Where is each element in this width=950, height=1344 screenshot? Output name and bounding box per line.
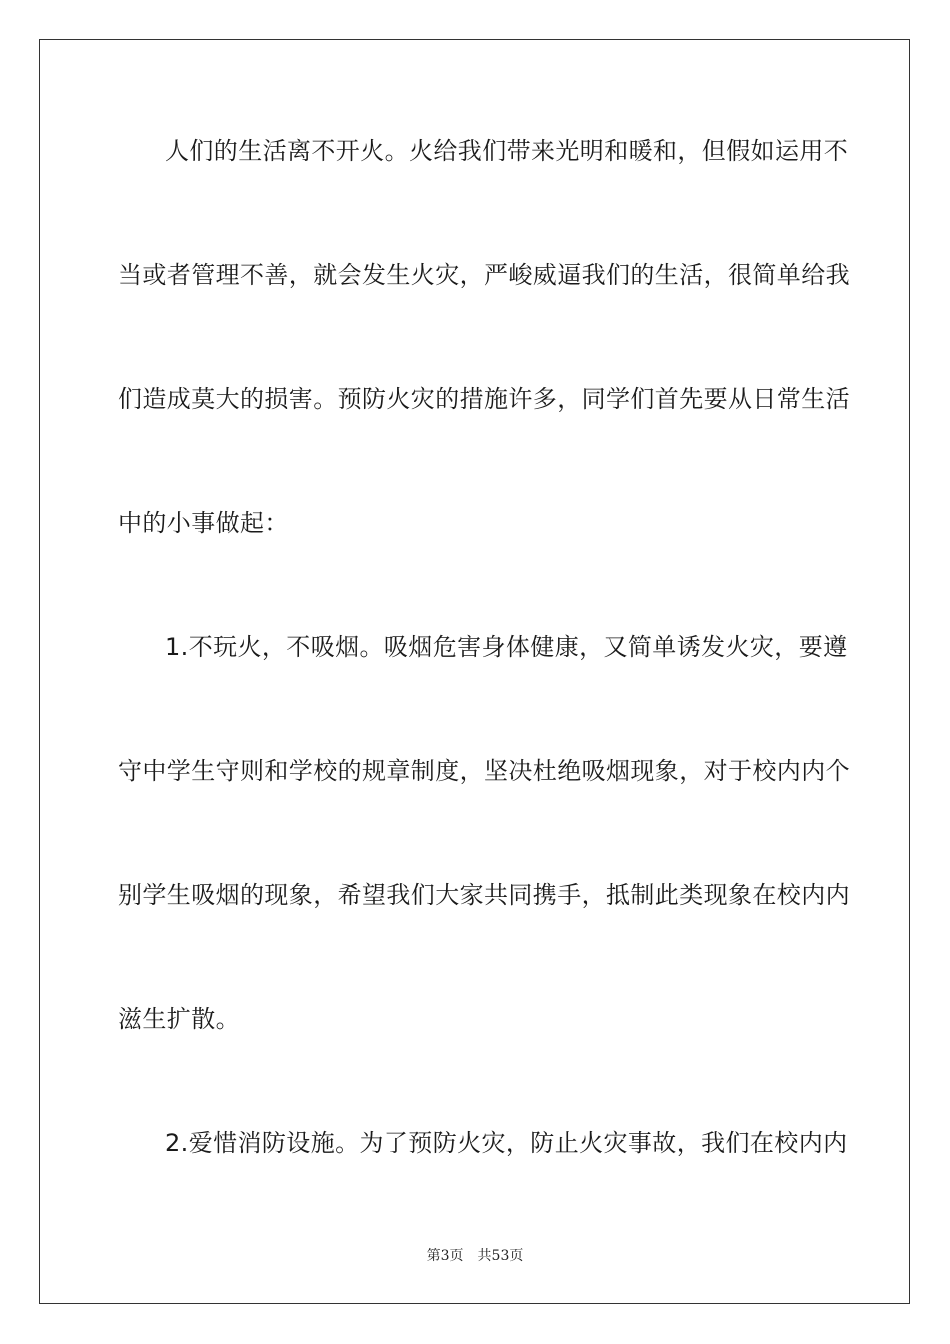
paragraph-3-line-1: 2.爱惜消防设施。为了预防火灾，防止火灾事故，我们在校内内 bbox=[165, 1129, 848, 1157]
paragraph-1-line-3: 们造成莫大的损害。预防火灾的措施许多，同学们首先要从日常生活 bbox=[118, 385, 850, 413]
page-border bbox=[39, 39, 910, 1304]
paragraph-2-line-1: 1.不玩火，不吸烟。吸烟危害身体健康，又简单诱发火灾，要遵 bbox=[165, 633, 848, 661]
page-number: 第3页 bbox=[426, 1248, 464, 1264]
total-pages: 共53页 bbox=[477, 1248, 524, 1264]
paragraph-1-line-1: 人们的生活离不开火。火给我们带来光明和暖和，但假如运用不 bbox=[165, 137, 849, 165]
paragraph-1-line-4: 中的小事做起： bbox=[118, 509, 289, 537]
paragraph-1-line-2: 当或者管理不善，就会发生火灾，严峻威逼我们的生活，很简单给我 bbox=[118, 261, 850, 289]
page-footer bbox=[0, 1247, 950, 1265]
paragraph-2-line-2: 守中学生守则和学校的规章制度，坚决杜绝吸烟现象，对于校内内个 bbox=[118, 757, 850, 785]
paragraph-2-line-4: 滋生扩散。 bbox=[118, 1005, 240, 1033]
paragraph-2-line-3: 别学生吸烟的现象，希望我们大家共同携手，抵制此类现象在校内内 bbox=[118, 881, 850, 909]
